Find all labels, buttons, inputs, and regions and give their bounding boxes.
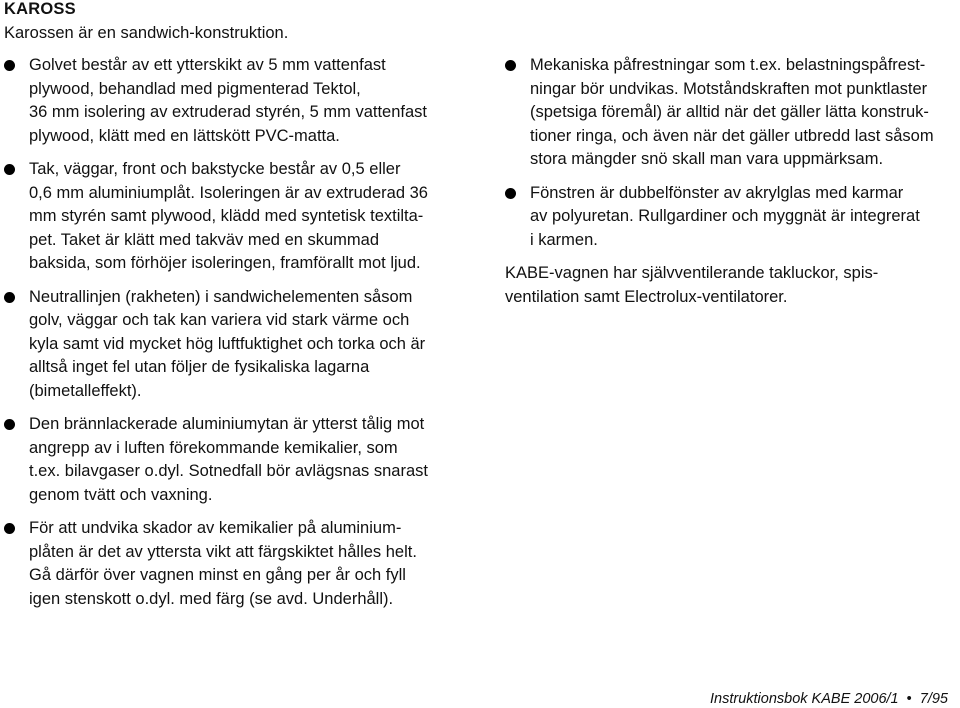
text-line: golv, väggar och tak kan variera vid stark värme och <box>29 311 410 329</box>
bullet-dot-icon <box>4 523 15 534</box>
text-line: plywood, klätt med en lättskött PVC-matta. <box>29 126 340 145</box>
text-line: För att undvika skador av kemikalier på aluminium- <box>29 519 402 537</box>
footer-book-title: Instruktionsbok KABE 2006/1 <box>710 691 899 707</box>
footer-separator: • <box>906 691 912 707</box>
intro-text: Karossen är en sandwich-konstruktion. <box>4 24 289 42</box>
text-line: angrepp av i luften förekommande kemikalier, som <box>29 438 398 457</box>
page-footer <box>710 690 948 708</box>
bullet-dot-icon <box>505 188 516 199</box>
bullet-dot-icon <box>4 60 15 71</box>
bullet-dot-icon <box>4 164 15 175</box>
text-line: Tak, väggar, front och bakstycke består av 0,5 eller <box>29 160 401 178</box>
section-heading: KAROSS <box>4 0 76 18</box>
bullet-item <box>505 54 945 172</box>
text-line: stora mängder snö skall man vara uppmärksam. <box>530 150 884 168</box>
text-line: plåten är det av yttersta vikt att färgskiktet hålles helt. <box>29 542 417 561</box>
text-line: tioner ringa, och även när det gäller utbredd last såsom <box>530 126 934 145</box>
text-line: Mekaniska påfrestningar som t.ex. belastningspåfrest- <box>530 56 926 74</box>
text-line: av polyuretan. Rullgardiner och myggnät är integrerat <box>530 207 920 225</box>
text-line: KABE-vagnen har självventilerande takluckor, spis- <box>505 264 879 282</box>
text-line: kyla samt vid mycket hög luftfuktighet och torka och är <box>29 334 426 353</box>
bullet-item <box>4 158 474 276</box>
text-line: i karmen. <box>530 230 598 249</box>
left-column <box>4 54 474 619</box>
text-line: (spetsiga föremål) är alltid när det gäller lätta konstruk- <box>530 103 929 121</box>
right-column <box>505 54 945 309</box>
bullet-dot-icon <box>4 292 15 303</box>
bullet-item <box>4 517 474 611</box>
text-line: Den brännlackerade aluminiumytan är ytterst tålig mot <box>29 415 425 433</box>
bullet-item <box>4 286 474 404</box>
text-line: 0,6 mm aluminiumplåt. Isoleringen är av extruderad 36 <box>29 183 428 202</box>
bullet-item <box>505 182 945 253</box>
bullet-dot-icon <box>4 419 15 430</box>
text-line: baksida, som förhöjer isoleringen, framförallt mot ljud. <box>29 254 421 272</box>
bullet-item <box>4 54 474 148</box>
text-line: t.ex. bilavgaser o.dyl. Sotnedfall bör avlägsnas snarast <box>29 462 428 480</box>
text-line: Gå därför över vagnen minst en gång per år och fyll <box>29 566 406 584</box>
text-line: ventilation samt Electrolux-ventilatorer. <box>505 287 788 306</box>
text-line: alltså inget fel utan följer de fysikaliska lagarna <box>29 358 370 376</box>
bullet-dot-icon <box>505 60 516 71</box>
text-line: genom tvätt och vaxning. <box>29 485 213 504</box>
ventilation-paragraph <box>505 262 945 309</box>
text-line: Fönstren är dubbelfönster av akrylglas med karmar <box>530 183 904 202</box>
text-line: Neutrallinjen (rakheten) i sandwichelementen såsom <box>29 287 413 306</box>
text-line: pet. Taket är klätt med takväv med en skummad <box>29 230 380 249</box>
text-line: (bimetalleffekt). <box>29 381 142 400</box>
text-line: 36 mm isolering av extruderad styrén, 5 mm vattenfast <box>29 103 427 121</box>
text-line: Golvet består av ett ytterskikt av 5 mm vattenfast <box>29 56 386 74</box>
text-line: mm styrén samt plywood, klädd med syntetisk textilta- <box>29 207 424 225</box>
text-line: plywood, behandlad med pigmenterad Tektol, <box>29 79 361 98</box>
text-line: igen stenskott o.dyl. med färg (se avd. Underhåll). <box>29 589 394 608</box>
bullet-item <box>4 413 474 507</box>
text-line: ningar bör undvikas. Motståndskraften mot punktlaster <box>530 79 928 98</box>
footer-page-number: 7/95 <box>919 691 948 707</box>
